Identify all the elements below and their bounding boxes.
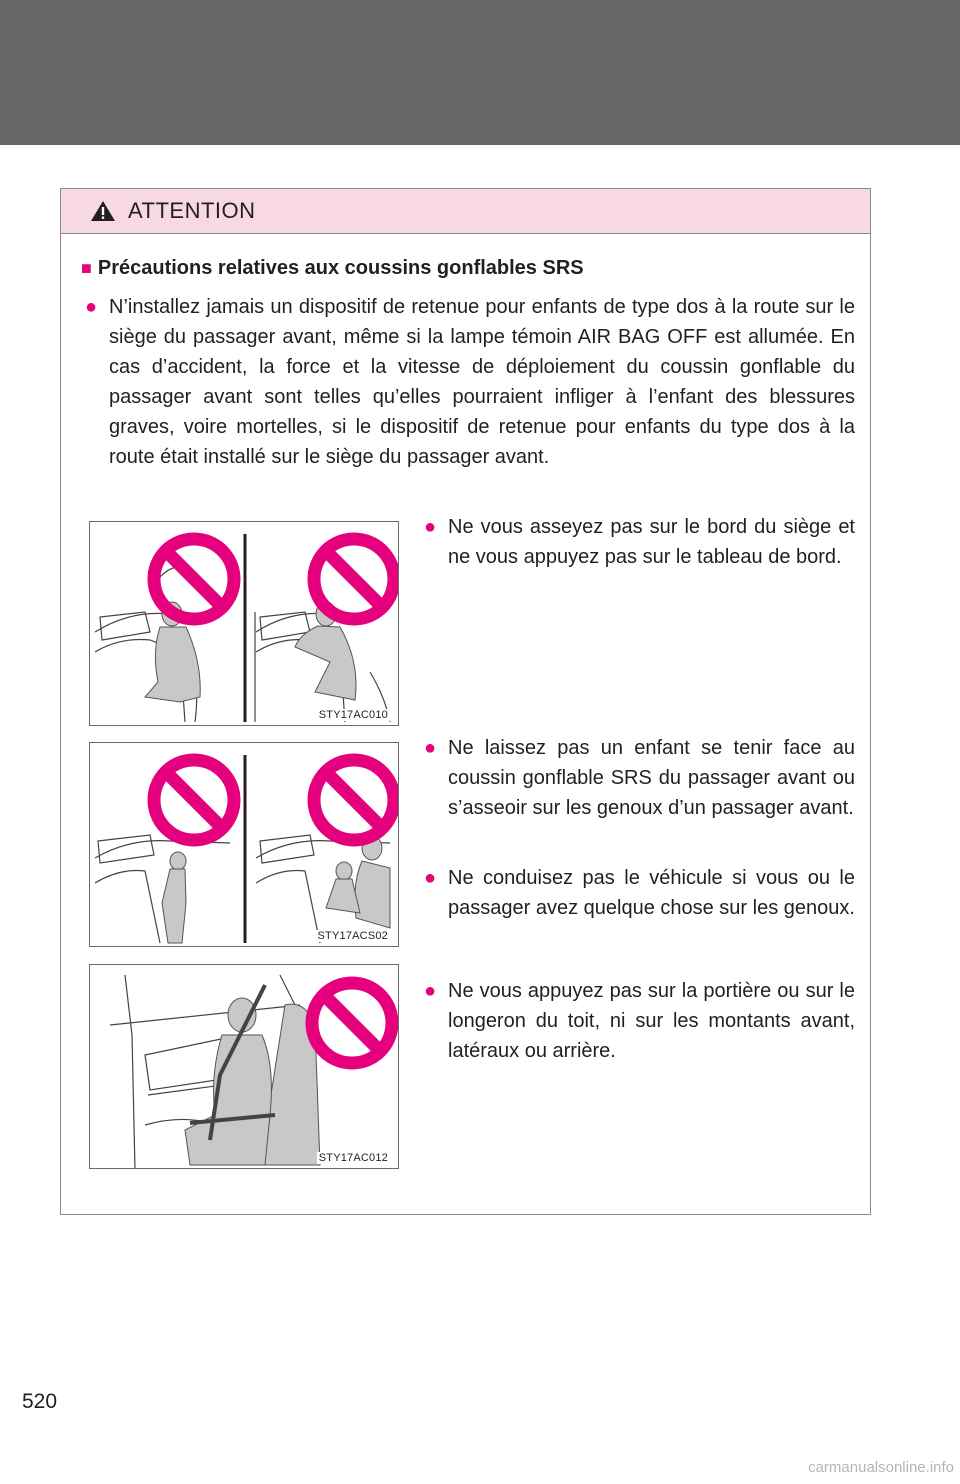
bullet-item: ● N’installez jamais un dispositif de retenue pour enfants de type dos à la route sur le siège du passager avant, même si la lampe témoin AIR BAG OFF est allumée. En cas d’accident, la force et la vitesse de déploiement du coussin gonflable du passager avant sont telles qu’elles pourraient infliger à l’enfant des blessures graves, voire mortelles, si le dispositif de retenue pour enfants du type dos à la route était installé sur le siège du passager avant. bbox=[109, 292, 855, 472]
bullet-item: ● Ne vous asseyez pas sur le bord du siège et ne vous appuyez pas sur le tableau de bord. bbox=[448, 512, 855, 572]
figure-code: STY17AC012 bbox=[318, 1152, 388, 1164]
figure-code: STY17ACS02 bbox=[317, 930, 388, 942]
illustration-drawing bbox=[90, 965, 399, 1169]
bullet-dot-icon: ● bbox=[424, 980, 437, 1002]
warning-triangle-icon bbox=[90, 200, 116, 222]
bullet-dot-icon: ● bbox=[85, 296, 98, 318]
bullet-dot-icon: ● bbox=[424, 867, 437, 889]
prohibition-icon bbox=[314, 539, 394, 619]
warning-title: ATTENTION bbox=[128, 198, 256, 223]
bullet-item: ● Ne conduisez pas le véhicule si vous ou le passager avez quelque chose sur les genoux. bbox=[448, 863, 855, 923]
section-title: ■ Précautions relatives aux coussins gonflables SRS bbox=[81, 257, 584, 279]
square-bullet-icon: ■ bbox=[81, 258, 92, 278]
page-number: 520 bbox=[22, 1390, 58, 1413]
prohibition-icon bbox=[154, 760, 234, 840]
illustration-drawing bbox=[90, 743, 399, 947]
illustration-no-leaning-dashboard bbox=[89, 521, 399, 726]
top-band bbox=[0, 0, 960, 145]
illustration-drawing bbox=[90, 522, 399, 726]
bullet-item: ● Ne laissez pas un enfant se tenir face au coussin gonflable SRS du passager avant ou s’asseoir sur les genoux d’un passager avant. bbox=[448, 733, 855, 823]
bullet-dot-icon: ● bbox=[424, 737, 437, 759]
figure-code: STY17AC010 bbox=[318, 709, 388, 721]
prohibition-icon bbox=[154, 539, 234, 619]
watermark: carmanualsonline.info bbox=[808, 1459, 954, 1476]
bullet-dot-icon: ● bbox=[424, 516, 437, 538]
illustration-no-leaning-door bbox=[89, 964, 399, 1169]
bullet-item: ● Ne vous appuyez pas sur la portière ou sur le longeron du toit, ni sur les montants avant, latéraux ou arrière. bbox=[448, 976, 855, 1066]
warning-header bbox=[61, 189, 870, 234]
warning-box bbox=[60, 188, 871, 1215]
illustration-child-airbag bbox=[89, 742, 399, 947]
prohibition-icon bbox=[312, 983, 392, 1063]
prohibition-icon bbox=[314, 760, 394, 840]
